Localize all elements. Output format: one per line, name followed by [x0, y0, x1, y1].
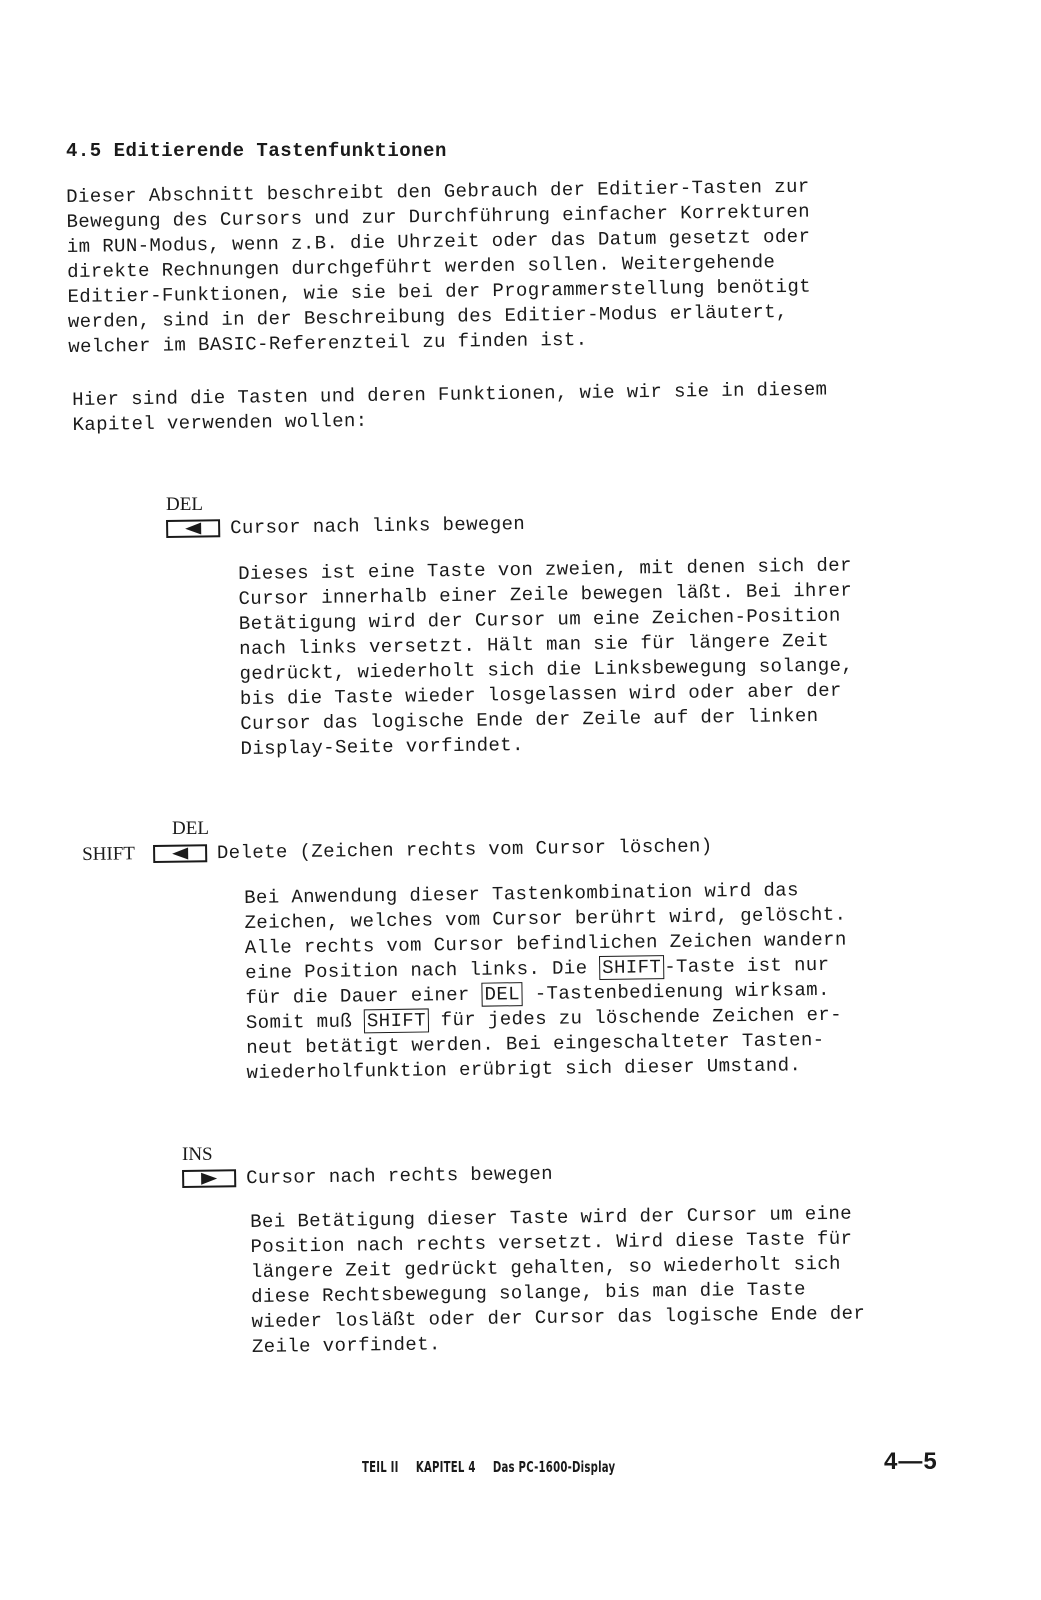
- key-label: INS: [182, 1144, 213, 1165]
- text-line: gedrückt, wiederholt sich die Linksbewegung solange,: [239, 654, 854, 685]
- text-line: werden, sind in der Beschreibung des Editier-Modus erläutert,: [67, 300, 788, 333]
- section-heading: 4.5 Editierende Tastenfunktionen: [66, 140, 447, 162]
- text-line: wiederholfunktion erübrigt sich dieser Umstand.: [246, 1054, 802, 1084]
- text-line: Betätigung wird der Cursor um eine Zeichen-Position: [238, 604, 841, 635]
- key-description: [244, 876, 955, 1086]
- text-line: Dieses ist eine Taste von zweien, mit denen sich der: [238, 554, 852, 585]
- key-label-del-shift: [172, 818, 209, 840]
- text-line: Editier-Funktionen, wie sie bei der Programmerstellung benötigt: [67, 275, 812, 308]
- text-line: Somit muß SHIFT für jedes zu löschende Zeichen er-: [245, 1003, 843, 1034]
- footer-title: Das PC-1600-Display: [492, 1458, 616, 1476]
- text-line: wieder losläßt oder der Cursor das logische Ende der: [251, 1302, 866, 1333]
- key-entry-shift-del: [82, 835, 713, 866]
- right-arrow-key-icon: [182, 1169, 236, 1188]
- text-line: Hier sind die Tasten und deren Funktionen, wie wir sie in diesem: [72, 378, 828, 411]
- key-entry-ins: [182, 1144, 553, 1190]
- text-line: Position nach rechts versetzt. Wird diese Taste für: [250, 1227, 853, 1258]
- text-line: Zeichen, welches vom Cursor berührt wird, gelöscht.: [244, 903, 847, 934]
- page-footer: [362, 1458, 629, 1476]
- inline-key-reference: SHIFT: [364, 1008, 429, 1033]
- key-label: DEL: [172, 818, 209, 839]
- text-line: Kapitel verwenden wollen:: [72, 409, 368, 436]
- inline-key-reference: SHIFT: [599, 955, 664, 980]
- text-line: Bei Betätigung dieser Taste wird der Cursor um eine: [250, 1202, 853, 1233]
- text-line: neut betätigt werden. Bei eingeschalteter Tasten-: [246, 1028, 825, 1059]
- text-line: für die Dauer einer DEL -Tastenbedienung wirksam.: [245, 978, 830, 1009]
- text-line: Display-Seite vorfindet.: [240, 734, 524, 760]
- text-line: diese Rechtsbewegung solange, bis man die Taste: [251, 1278, 807, 1308]
- intro-paragraph-2: [72, 376, 951, 438]
- text-line: Zeile vorfindet.: [251, 1333, 441, 1358]
- text-line: Cursor innerhalb einer Zeile bewegen läßt. Bei ihrer: [238, 579, 853, 610]
- footer-part: TEIL II: [362, 1458, 399, 1476]
- intro-paragraph: [66, 173, 948, 360]
- key-label: DEL: [166, 494, 203, 515]
- key-title: Cursor nach rechts bewegen: [245, 1162, 554, 1190]
- text-line: im RUN-Modus, wenn z.B. die Uhrzeit oder das Datum gesetzt oder: [66, 225, 811, 258]
- text-line: eine Position nach links. Die SHIFT -Taste ist nur: [245, 953, 830, 984]
- text-line: längere Zeit gedrückt gehalten, so wiederholt sich: [250, 1252, 842, 1283]
- text-line: welcher im BASIC-Referenzteil zu finden ist.: [68, 328, 588, 358]
- text-line: bis die Taste wieder losgelassen wird oder aber der: [239, 679, 842, 710]
- inline-key-reference: DEL: [481, 982, 523, 1007]
- left-arrow-key-icon: [166, 519, 220, 538]
- text-line: Alle rechts vom Cursor befindlichen Zeichen wandern: [244, 928, 847, 959]
- text-line: Dieser Abschnitt beschreibt den Gebrauch der Editier-Tasten zur: [66, 175, 810, 208]
- modifier-label: SHIFT: [82, 843, 136, 865]
- footer-chapter: KAPITEL 4: [415, 1458, 476, 1476]
- text-line: Bewegung des Cursors und zur Durchführung einfacher Korrekturen: [66, 200, 811, 233]
- key-description: [250, 1200, 958, 1360]
- key-title: Cursor nach links bewegen: [229, 512, 526, 540]
- text-line: Bei Anwendung dieser Tastenkombination wird das: [244, 879, 799, 909]
- key-description: [238, 552, 955, 762]
- text-line: nach links versetzt. Hält man sie für längere Zeit: [239, 629, 830, 660]
- key-title: Delete (Zeichen rechts vom Cursor löschen): [216, 835, 713, 865]
- key-entry-del: [166, 494, 525, 540]
- page-number: 4—5: [884, 1448, 938, 1475]
- text-line: Cursor das logische Ende der Zeile auf der linken: [240, 704, 819, 735]
- text-line: direkte Rechnungen durchgeführt werden sollen. Weitergehende: [67, 251, 776, 283]
- left-arrow-key-icon: [153, 844, 207, 863]
